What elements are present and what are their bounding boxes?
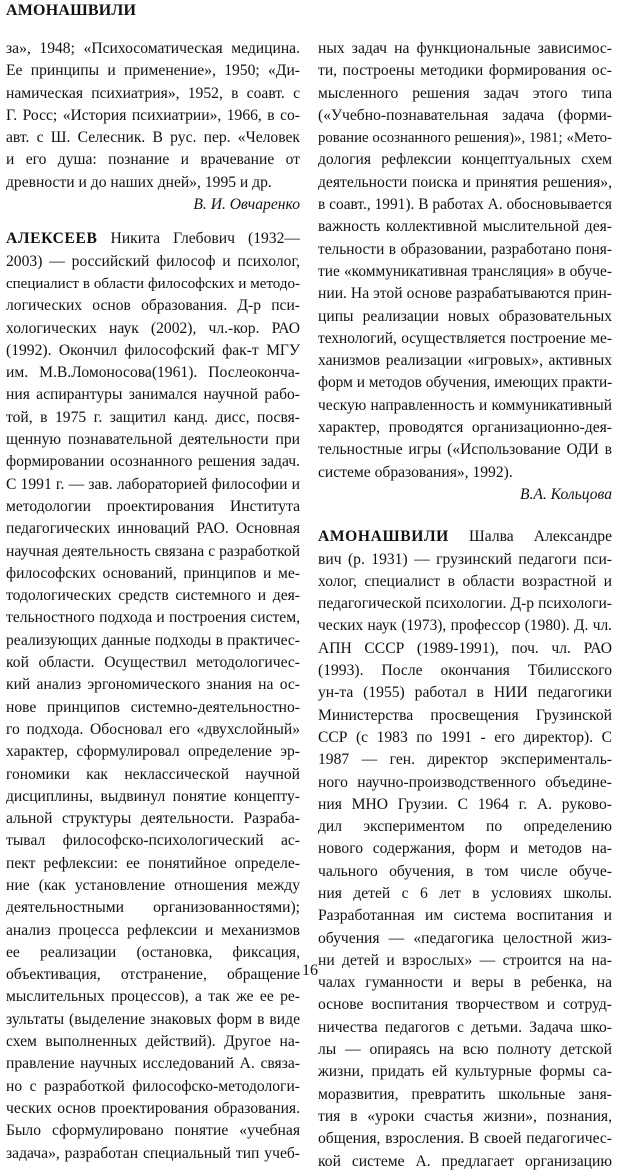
text-line: кой области. Осуществил методологичес- [6,654,300,672]
text-line: тельностного подхода и построения систем, [6,609,300,627]
text-line: реализующих данные подходы в практичес- [6,631,300,649]
text-line: кой системе А. предлагает организацию [318,1152,612,1170]
text-line: мысленного решения задач этого типа [318,84,612,102]
text-line: задача», разработан специальный тип учеб- [6,1144,300,1162]
entry-amonashvili [318,526,612,1173]
text-line: ческую направленность и коммуникативный [318,396,612,414]
text-line: объективация, отстранение, обращение [6,966,300,984]
text-line: лы — опираясь на всю полноту детской [318,1041,612,1059]
text-line: древности и до наших дней», 1995 и др. [6,173,272,191]
text-line: кий анализ эргономического знания на ос- [6,676,300,694]
text-line: схем выполненных действий). Другое на- [6,1033,300,1051]
text-line: Министерства просвещения Грузинской [318,706,612,724]
text-line: С 1991 г. — зав. лабораторией философии и [6,475,300,493]
author-signature: В. И. Овчаренко [193,196,300,214]
text-line: нове принципов системно-деятельностно- [6,698,300,716]
text-line: ни детей и взрослых» — строится на на- [318,951,612,969]
text-line: хологических наук (2002), чл.-кор. РАО [6,319,300,337]
text-line: им. М.В.Ломоносова(1961). Послеоконча- [6,364,300,382]
text-line: характер, проводятся организационно-дея- [318,419,612,437]
text-line: 2003) — российский философ и психолог, [6,252,300,270]
text-line: чалах гуманности и веры в ребенка, на [318,974,612,992]
text-line: («Учебно-познавательная задача (форми- [318,106,612,124]
text-line: Разработанная им система воспитания и [318,907,612,925]
entry-first-line [318,526,612,548]
text-line: холог, специалист в области возрастной и [318,572,612,590]
text-line: тие «коммуникативная трансляция» в обуче- [318,262,612,280]
text-line: ческих наук (1973), профессор (1980). Д. чл. [318,617,612,635]
text-line: АПН СССР (1989-1991), поч. чл. РАО [318,639,612,657]
running-head: АМОНАШВИЛИ [6,2,137,19]
text-line: пект рефлексии: ее понятийное определе- [6,854,300,872]
text-line: дил экспериментом по определению [318,818,612,836]
left-column [6,38,300,1165]
entry-first-line-rest: Никита Глебович (1932— [97,230,300,248]
text-line: го подхода. Обосновал его «двухслойный» [6,720,300,738]
text-line: (1992). Окончил философский фак-т МГУ [6,341,300,359]
text-line: и его душа: познание и врачевание от [6,151,300,169]
text-line: тельности в образовании, разработано поня- [318,240,612,258]
text-line: ного научно-производственного объедине- [318,773,612,791]
text-line: методологии проектирования Института [6,497,300,515]
text-line: педагогических инноваций РАО. Основная [6,520,300,538]
text-line: деятельности поиска и принятия решения», [318,173,612,191]
text-line: деятельностными организованностями); [6,899,300,917]
text-line: тия в «уроки счастья жизни», познания, [318,1107,612,1125]
text-line: дология рефлексии концептуальных схем [318,151,612,169]
text-line: ССР (с 1983 по 1991 - его директор). С [318,728,612,746]
text-line: ханизмов реализации «игровых», активных [318,352,612,370]
text-line: жизни, придать ей культурные формы са- [318,1063,612,1081]
text-line: ния аспирантуры занимался научной рабо- [6,386,300,404]
text-line: тывал философско-психологический ас- [6,832,300,850]
text-line: зультаты (выделение знаковых форм в виде [6,1010,300,1028]
text-line: правление научных исследований А. связа- [6,1055,300,1073]
text-line: но с разработкой философско-методологи- [6,1077,300,1095]
text-line: рование осознанного решения)», 1981; «Мето- [318,130,612,147]
text-line: основе воспитания творчеством и сотруд- [318,996,612,1014]
text-line: важность коллективной мыслительной дея- [318,218,612,236]
text-line: философских оснований, принципов и ме- [6,564,300,582]
text-line: ничества педагогов с детьми. Задача шко- [318,1018,612,1036]
text-line: нии. На этой основе разрабатываются прин- [318,285,612,303]
text-line: тельностные игры («Использование ОДИ в [318,441,612,459]
continuation-paragraph [318,38,612,506]
text-line: авт. с Ш. Селесник. В рус. пер. «Человек [6,129,300,147]
text-line: тодологических средств системного и дея- [6,587,300,605]
text-line: за», 1948; «Психосоматическая медицина. [6,40,300,57]
text-line: ния МНО Грузии. С 1964 г. А. руково- [318,795,612,813]
text-line: анализ процесса рефлексии и механизмов [6,921,300,939]
text-line: мыслительных процессов), а так же ее ре- [6,988,300,1006]
text-line: щенную познавательной деятельности при [6,431,300,449]
text-line: той, в 1975 г. защитил канд. дисс, посвя- [6,408,300,426]
text-line: системе образования», 1992). [318,463,513,481]
text-line: альной структуры деятельности. Разраба- [6,810,300,828]
text-line: в соавт., 1991). В работах А. обосновывается [318,196,612,214]
text-line: чального обучения, в том числе обуче- [318,862,612,880]
entry-first-line-rest: Шалва Александре [448,528,612,546]
text-line: общения, взросления. В своей педагогичес- [318,1130,612,1148]
entry-headword: АЛЕКСЕЕВ [6,230,98,248]
text-line: ных задач на функциональные зависимос- [318,40,612,57]
entry-headword: АМОНАШВИЛИ [318,528,449,546]
entry-first-line [6,228,300,250]
text-line: намическая психиатрия», 1952, в соавт. с [6,84,300,102]
text-line: технологий, осуществляется построение ме- [318,329,612,347]
text-line: формировании осознанного решения задач. [6,453,300,471]
intro-paragraph [6,38,300,216]
text-line: ти, построены методики формирования ос- [318,62,612,80]
page-number: 16 [302,962,318,979]
text-line: логических основ образования. Д-р пси- [6,297,300,315]
text-line: ческих основ проектирования образования. [6,1099,300,1117]
text-line: Г. Росс; «История психиатрии», 1966, в со- [6,106,300,124]
text-line: гономики как неклассической научной [6,765,300,783]
entry-alekseev [6,228,300,1164]
text-line: ния детей с 6 лет в условиях школы. [318,884,612,902]
text-line: моразвития, превратить школьные заня- [318,1085,612,1103]
text-line: специалист в области философских и методо- [6,275,300,292]
text-line: дисциплины, выдвинул понятие концепту- [6,787,300,805]
text-line: обучения — «педагогика целостной жиз- [318,929,612,947]
text-line: ципы реализации новых образовательных [318,307,612,325]
text-line: ее реализации (остановка, фиксация, [6,943,300,961]
text-line: (1993). После окончания Тбилисского [318,662,612,680]
text-line: 1987 — ген. директор эксперименталь- [318,751,612,769]
text-line: форм и методов обучения, имеющих практи- [318,374,613,392]
right-column [318,38,612,1173]
text-line: ние (как установление отношения между [6,876,300,894]
author-signature: В.А. Кольцова [519,485,612,503]
text-line: Было сформулировано понятие «учебная [6,1122,300,1140]
text-line: ун-та (1955) работал в НИИ педагогики [318,684,612,702]
text-line: характер, сформулировал определение эр- [6,743,300,761]
text-line: нового содержания, форм и методов на- [318,840,612,858]
text-line: научная деятельность связана с разработкой [6,542,300,560]
text-line: Ее принципы и применение», 1950; «Ди- [6,62,300,80]
text-line: вич (р. 1931) — грузинский педагоги пси- [318,550,612,568]
text-line: педагогической психологии. Д-р психологи- [318,595,612,613]
